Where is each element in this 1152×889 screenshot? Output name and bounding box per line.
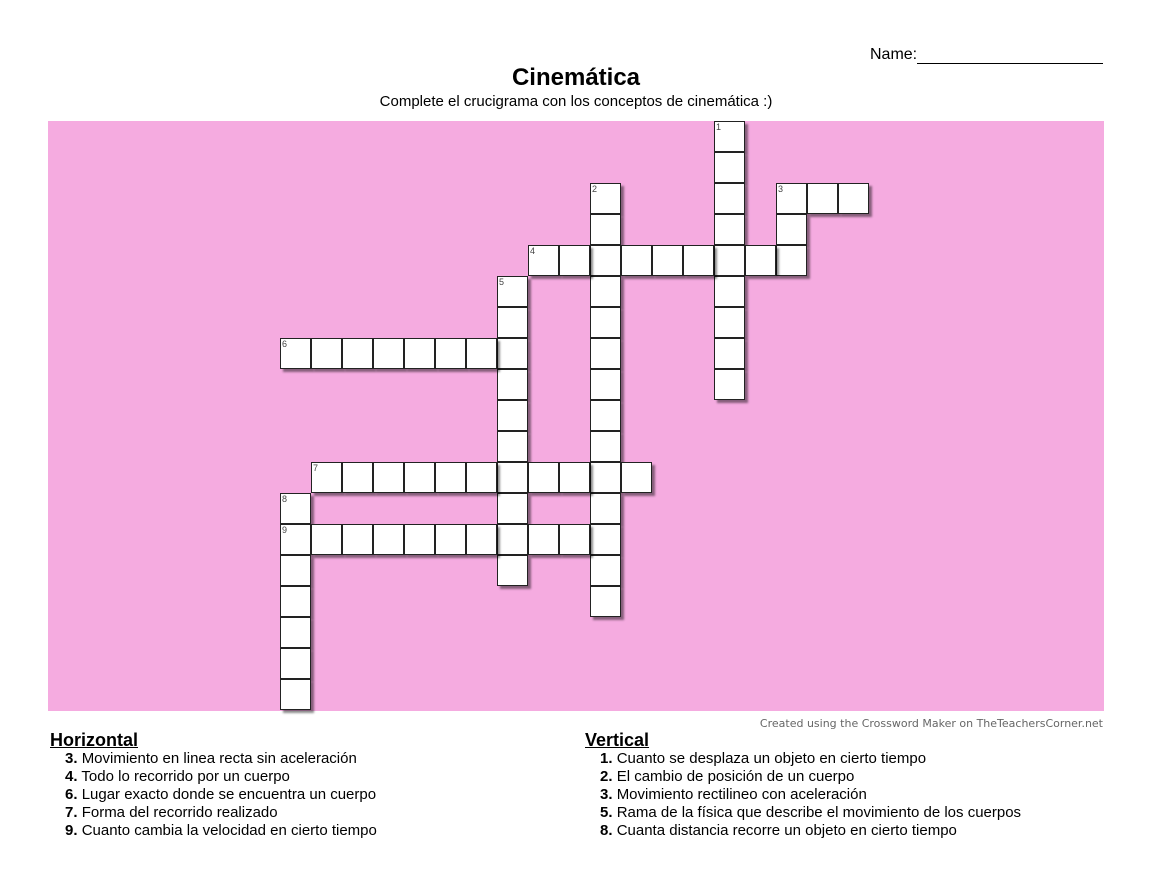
crossword-cell[interactable] — [683, 245, 714, 276]
crossword-cell[interactable] — [280, 648, 311, 679]
clue-text: Todo lo recorrido por un cuerpo — [81, 768, 290, 785]
crossword-cell[interactable] — [590, 276, 621, 307]
clue-text: El cambio de posición de un cuerpo — [616, 768, 855, 785]
crossword-cell[interactable] — [311, 462, 342, 493]
crossword-cell[interactable] — [714, 152, 745, 183]
crossword-cell[interactable] — [404, 524, 435, 555]
clue-number: 7. — [65, 804, 78, 821]
horizontal-heading: Horizontal — [50, 730, 138, 750]
crossword-cell[interactable] — [280, 338, 311, 369]
crossword-cell[interactable] — [435, 462, 466, 493]
crossword-cell[interactable] — [559, 462, 590, 493]
crossword-cell[interactable] — [714, 183, 745, 214]
crossword-cell[interactable] — [590, 307, 621, 338]
crossword-cell[interactable] — [714, 121, 745, 152]
clue-item — [50, 768, 377, 786]
page-title: Cinemática — [511, 64, 641, 91]
crossword-cell[interactable] — [590, 524, 621, 555]
crossword-cell[interactable] — [497, 307, 528, 338]
crossword-cell[interactable] — [838, 183, 869, 214]
clue-item — [585, 786, 1021, 804]
crossword-cell[interactable] — [776, 245, 807, 276]
clue-number: 2. — [600, 768, 613, 785]
crossword-cell[interactable] — [714, 214, 745, 245]
crossword-cell[interactable] — [280, 679, 311, 710]
crossword-cell[interactable] — [497, 431, 528, 462]
crossword-board — [48, 121, 1104, 711]
crossword-cell[interactable] — [497, 555, 528, 586]
crossword-cell[interactable] — [590, 400, 621, 431]
crossword-cell[interactable] — [590, 369, 621, 400]
page-subtitle: Complete el crucigrama con los conceptos de cinemática :) — [379, 93, 773, 110]
crossword-cell[interactable] — [714, 276, 745, 307]
name-blank-line[interactable] — [917, 45, 1103, 64]
cell-number: 9 — [282, 525, 288, 535]
crossword-cell[interactable] — [342, 338, 373, 369]
credit-text: Created using the Crossword Maker on TheTeachersCorner.net — [759, 717, 1103, 730]
crossword-cell[interactable] — [528, 524, 559, 555]
crossword-cell[interactable] — [435, 524, 466, 555]
crossword-cell[interactable] — [714, 338, 745, 369]
crossword-cell[interactable] — [311, 338, 342, 369]
crossword-cell[interactable] — [714, 245, 745, 276]
crossword-cell[interactable] — [497, 400, 528, 431]
cell-number: 1 — [716, 122, 722, 132]
clue-item — [50, 786, 377, 804]
crossword-cell[interactable] — [342, 524, 373, 555]
crossword-cell[interactable] — [714, 369, 745, 400]
name-label: Name: — [870, 46, 918, 63]
clue-text: Cuanto cambia la velocidad en cierto tiempo — [81, 822, 377, 839]
crossword-cell[interactable] — [528, 245, 559, 276]
crossword-cell[interactable] — [590, 214, 621, 245]
clue-item — [50, 750, 377, 768]
clue-number: 8. — [600, 822, 613, 839]
crossword-cell[interactable] — [497, 462, 528, 493]
crossword-cell[interactable] — [590, 183, 621, 214]
cell-number: 5 — [499, 277, 505, 287]
vertical-clues — [585, 730, 1021, 840]
cell-number: 3 — [778, 184, 784, 194]
crossword-cell[interactable] — [466, 338, 497, 369]
crossword-cell[interactable] — [280, 586, 311, 617]
crossword-cell[interactable] — [621, 245, 652, 276]
crossword-cell[interactable] — [590, 338, 621, 369]
crossword-cell[interactable] — [590, 586, 621, 617]
crossword-cell[interactable] — [590, 431, 621, 462]
clue-text: Cuanto se desplaza un objeto en cierto tiempo — [616, 750, 927, 767]
clue-number: 9. — [65, 822, 78, 839]
vertical-heading: Vertical — [585, 730, 650, 750]
crossword-cell[interactable] — [280, 524, 311, 555]
name-field[interactable] — [870, 45, 1103, 64]
cell-number: 7 — [313, 463, 319, 473]
clue-item — [50, 804, 377, 822]
crossword-cell[interactable] — [745, 245, 776, 276]
crossword-cell[interactable] — [404, 338, 435, 369]
cell-number: 2 — [592, 184, 598, 194]
cell-number: 6 — [282, 339, 288, 349]
crossword-cell[interactable] — [497, 276, 528, 307]
crossword-cell[interactable] — [497, 493, 528, 524]
crossword-cell[interactable] — [466, 462, 497, 493]
cell-number: 8 — [282, 494, 288, 504]
crossword-cell[interactable] — [497, 524, 528, 555]
horizontal-clues — [50, 730, 377, 840]
clue-number: 4. — [65, 768, 78, 785]
clue-number: 1. — [600, 750, 613, 767]
clue-text: Movimiento rectilineo con aceleración — [616, 786, 867, 803]
crossword-cell[interactable] — [559, 524, 590, 555]
clue-text: Lugar exacto donde se encuentra un cuerpo — [81, 786, 377, 803]
clue-number: 3. — [65, 750, 78, 767]
clue-number: 5. — [600, 804, 613, 821]
clue-number: 3. — [600, 786, 613, 803]
crossword-cell[interactable] — [373, 462, 404, 493]
clue-text: Forma del recorrido realizado — [81, 804, 278, 821]
crossword-cell[interactable] — [497, 338, 528, 369]
clue-item — [585, 750, 1021, 768]
crossword-cell[interactable] — [776, 214, 807, 245]
crossword-cell[interactable] — [466, 524, 497, 555]
crossword-cell[interactable] — [373, 524, 404, 555]
crossword-cell[interactable] — [714, 307, 745, 338]
crossword-cell[interactable] — [590, 462, 621, 493]
crossword-cell[interactable] — [590, 245, 621, 276]
crossword-cell[interactable] — [280, 617, 311, 648]
clue-item — [585, 768, 1021, 786]
crossword-cell[interactable] — [776, 183, 807, 214]
crossword-cell[interactable] — [280, 555, 311, 586]
crossword-cell[interactable] — [621, 462, 652, 493]
cell-number: 4 — [530, 246, 536, 256]
crossword-cell[interactable] — [280, 493, 311, 524]
clue-number: 6. — [65, 786, 78, 803]
crossword-cell[interactable] — [590, 493, 621, 524]
crossword-cell[interactable] — [435, 338, 466, 369]
crossword-cell[interactable] — [807, 183, 838, 214]
clue-text: Movimiento en linea recta sin aceleración — [81, 750, 357, 767]
crossword-cell[interactable] — [373, 338, 404, 369]
crossword-cell[interactable] — [652, 245, 683, 276]
crossword-cell[interactable] — [497, 369, 528, 400]
clue-text: Cuanta distancia recorre un objeto en cierto tiempo — [616, 822, 957, 839]
crossword-cell[interactable] — [559, 245, 590, 276]
clue-item — [585, 804, 1021, 822]
clue-item — [585, 822, 1021, 840]
crossword-cell[interactable] — [311, 524, 342, 555]
clue-item — [50, 822, 377, 840]
crossword-cell[interactable] — [404, 462, 435, 493]
crossword-cell[interactable] — [590, 555, 621, 586]
crossword-cell[interactable] — [528, 462, 559, 493]
crossword-cell[interactable] — [342, 462, 373, 493]
clue-text: Rama de la física que describe el movimiento de los cuerpos — [616, 804, 1022, 821]
